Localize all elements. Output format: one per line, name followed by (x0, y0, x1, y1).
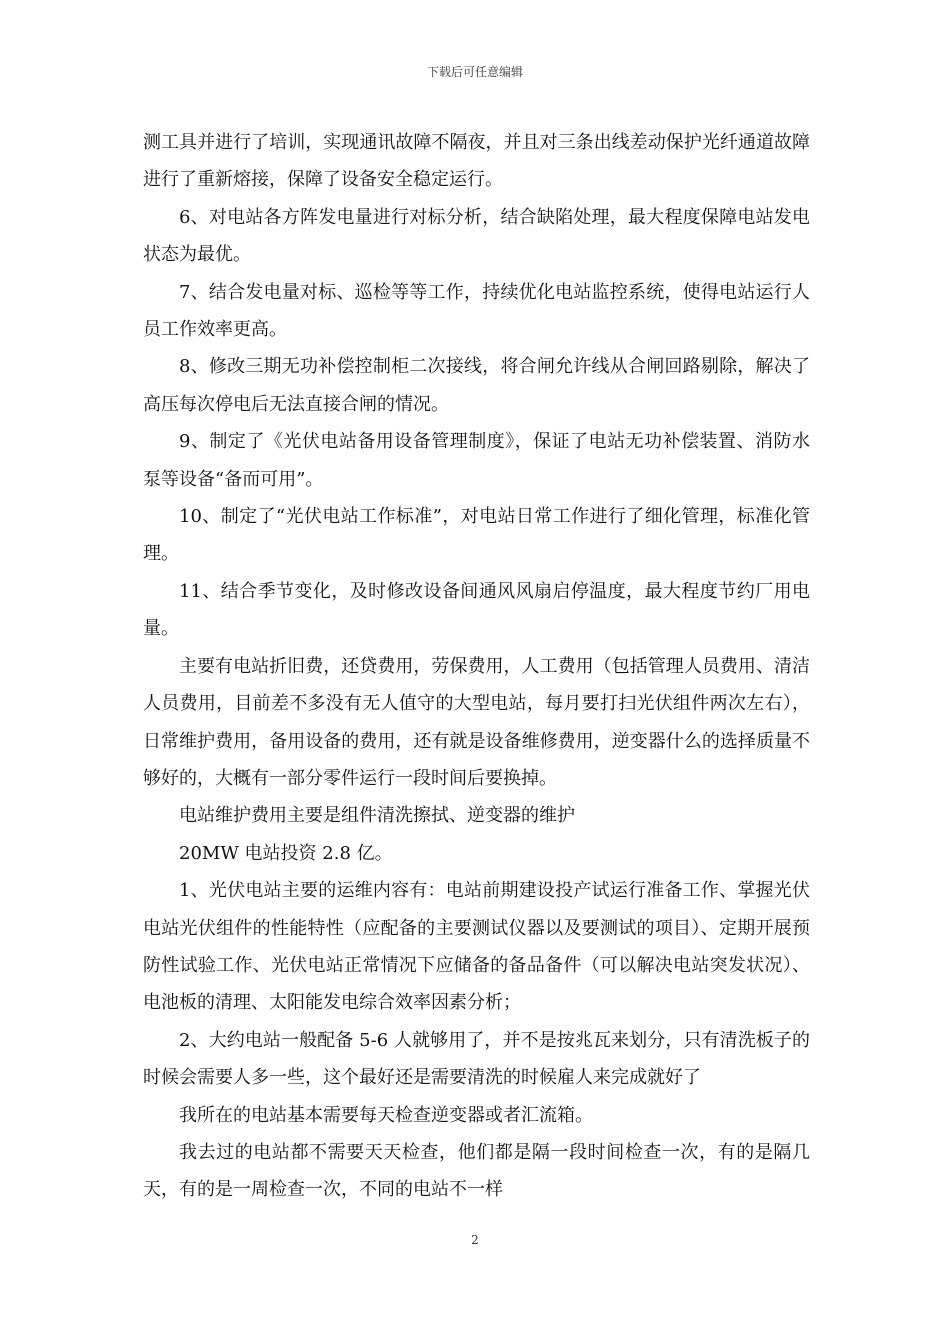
paragraph-maintenance-costs: 电站维护费用主要是组件清洗擦拭、逆变器的维护 (179, 805, 575, 827)
paragraph-staffing: 2、大约电站一般配备 5-6 人就够用了，并不是按兆瓦来划分，只有清洗板子的时候会需要人多一些，这个最好还是需要清洗的时候雇人来完成就好了 (143, 1029, 810, 1089)
paragraph-item-8: 8、修改三期无功补偿控制柜二次接线，将合闸允许线从合闸回路剔除，解决了高压每次停电后无法直接合闸的情况。 (143, 356, 810, 415)
paragraph-item-6: 6、对电站各方阵发电量进行对标分析，结合缺陷处理，最大程度保障电站发电状态为最优。 (143, 206, 810, 266)
document-body (143, 124, 810, 1209)
page-number: 2 (471, 1233, 479, 1247)
paragraph-investment: 20MW 电站投资 2.8 亿。 (179, 842, 393, 864)
paragraph-item-10: 10、制定了“光伏电站工作标准”，对电站日常工作进行了细化管理，标准化管理。 (143, 506, 810, 565)
paragraph-om-content: 1、光伏电站主要的运维内容有：电站前期建设投产试运行准备工作、掌握光伏电站光伏组件的性能特性（应配备的主要测试仪器以及要测试的项目）、定期开展预防性试验工作、光伏电站正常情况下应储备的备品备件（可以解决电站突发状况）、电池板的清理、太阳能发电综合效率因素分析； (143, 880, 810, 1014)
paragraph-continued: 测工具并进行了培训，实现通讯故障不隔夜，并且对三条出线差动保护光纤通道故障进行了重新熔接，保障了设备安全稳定运行。 (143, 132, 810, 191)
paragraph-item-9: 9、制定了《光伏电站备用设备管理制度》，保证了电站无功补偿装置、消防水泵等设备“备而可用”。 (143, 431, 810, 490)
paragraph-check-frequency: 我去过的电站都不需要天天检查，他们都是隔一段时间检查一次，有的是隔几天，有的是一周检查一次，不同的电站不一样 (143, 1141, 810, 1201)
page-header: 下载后可任意编辑 (426, 65, 523, 79)
paragraph-costs: 主要有电站折旧费，还贷费用，劳保费用，人工费用（包括管理人员费用、清洁人员费用，目前差不多没有无人值守的大型电站，每月要打扫光伏组件两次左右），日常维护费用，备用设备的费用，还有就是设备维修费用，逆变器什么的选择质量不够好的，大概有一部分零件运行一段时间后要换掉。 (143, 655, 810, 789)
paragraph-item-11: 11、结合季节变化，及时修改设备间通风风扇启停温度，最大程度节约厂用电量。 (143, 580, 810, 640)
paragraph-item-7: 7、结合发电量对标、巡检等等工作，持续优化电站监控系统，使得电站运行人员工作效率更高。 (143, 281, 810, 341)
paragraph-daily-check: 我所在的电站基本需要每天检查逆变器或者汇流箱。 (179, 1104, 593, 1126)
